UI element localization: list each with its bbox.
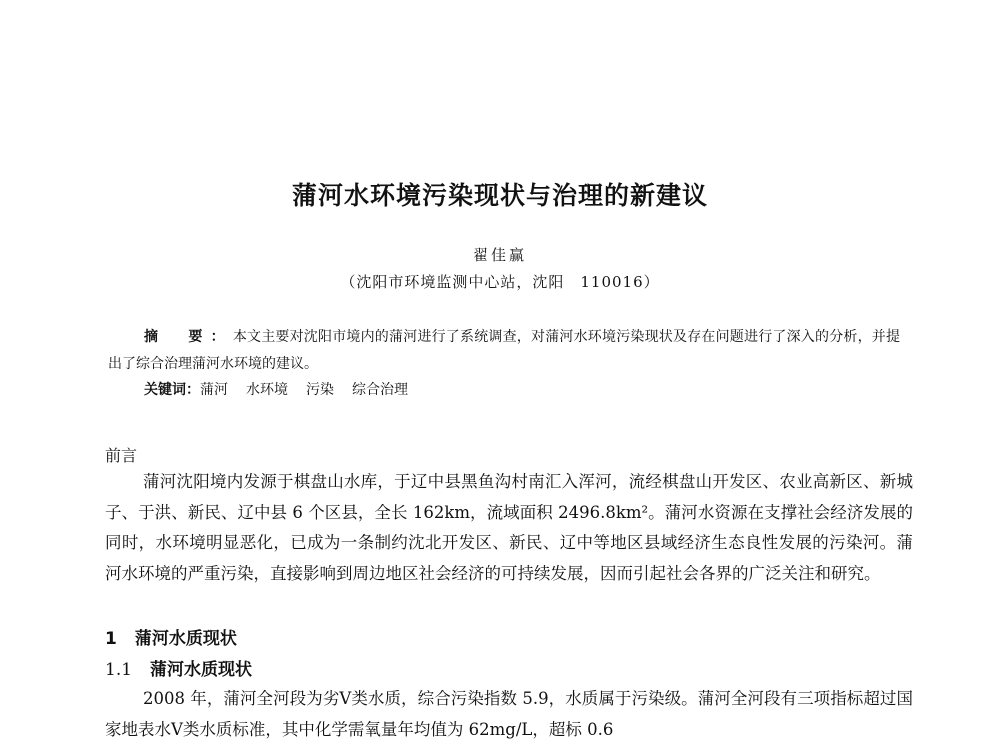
preface-paragraph: 蒲河沈阳境内发源于棋盘山水库，于辽中县黑鱼沟村南汇入浑河，流经棋盘山开发区、农业高新区、新城子、于洪、新民、辽中县 6 个区县，全长 162km，流域面积 2496.8km²。蒲河水资源在支撑社会经济发展的同时，水环境明显恶化，已成为一条制约沈北开发区、新民、辽中等地区县域经济生态良性发展的污染河。蒲河水环境的严重污染，直接影响到周边地区社会经济的可持续发展，因而引起社会各界的广泛关注和研究。 xyxy=(105,472,913,583)
subsection-heading-1-1 xyxy=(105,655,252,680)
keyword-item: 水环境 xyxy=(246,382,288,398)
subsection-title: 蒲河水质现状 xyxy=(150,660,253,680)
section-number: 1 xyxy=(105,629,117,649)
keyword-item: 污染 xyxy=(306,382,334,398)
abstract xyxy=(108,324,900,378)
subsection-number: 1.1 xyxy=(105,660,133,680)
author-name: 翟佳赢 xyxy=(472,246,527,264)
paper-title: 蒲河水环境污染现状与治理的新建议 xyxy=(291,181,708,210)
keyword-item: 综合治理 xyxy=(352,382,408,398)
keywords-label: 关键词： xyxy=(144,382,200,398)
section-heading-1 xyxy=(105,624,237,649)
author-affiliation: （沈阳市环境监测中心站，沈阳 110016） xyxy=(340,273,660,291)
section-1-1-paragraph: 2008 年，蒲河全河段为劣Ⅴ类水质，综合污染指数 5.9，水质属于污染级。蒲河全河段有三项指标超过国家地表水Ⅴ类水质标准，其中化学需氧量年均值为 62mg/L，超标 0.6 xyxy=(105,689,913,739)
abstract-label: 摘 要： xyxy=(144,329,233,345)
preface-heading: 前言 xyxy=(105,446,138,465)
abstract-text: 本文主要对沈阳市境内的蒲河进行了系统调查，对蒲河水环境污染现状及存在问题进行了深入的分析，并提出了综合治理蒲河水环境的建议。 xyxy=(108,329,901,372)
section-title: 蒲河水质现状 xyxy=(134,629,237,649)
keyword-item: 蒲河 xyxy=(200,382,228,398)
keywords xyxy=(144,379,426,399)
